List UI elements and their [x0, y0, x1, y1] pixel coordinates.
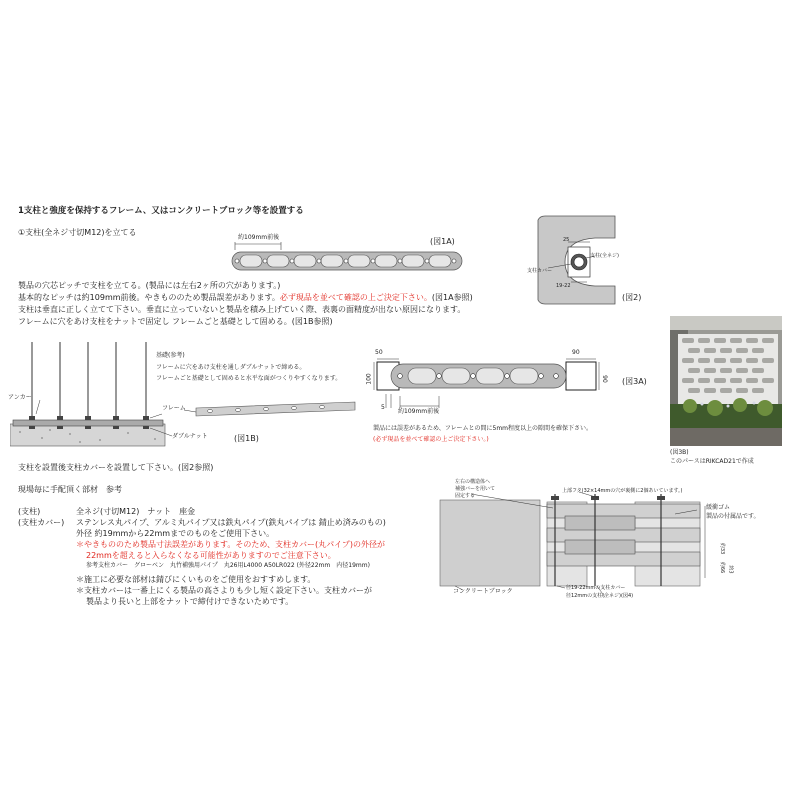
fig3a-note1: 製品には誤差があるため、フレームとの間に5mm程度以上の隙間を確保下さい。 [373, 425, 593, 432]
fig3a-note2: (必ず現品を並べて確認の上ご決定下さい。) [373, 436, 489, 443]
figure-2 [520, 212, 630, 308]
fig4-rubber-line2: 製品の付属品です。 [706, 513, 760, 520]
fig3b-label: (図3B) [670, 449, 689, 456]
parts-note3: 製品より長いと上部をナットで締付けできないためです。 [86, 597, 294, 606]
fig1b-anchor: アンカー [8, 394, 32, 401]
parts-cover-size: 外径 約19mmから22mmまでのものをご使用下さい。 [76, 529, 275, 538]
fig4-dim1: 約33 [719, 542, 726, 555]
fig1b-label: (図1B) [234, 434, 259, 443]
fig4-dim3: 約3 [727, 565, 734, 574]
fig3a-d90-top: 90 [572, 349, 580, 356]
fig3a-label: (図3A) [622, 377, 647, 386]
fig4-top-note: 上部フタ(32×14mmの穴が裏側に2個あいています。) [562, 488, 683, 494]
fig4-bolt: 径12mmの支柱(全ネジ)(図4) [566, 593, 634, 599]
parts-reference: 参考支柱カバー グローベン 丸竹補強用パイプ 丸26用L4000 A50LR022 (外径22mm 内径19mm) [86, 562, 370, 569]
fig4-cover: 径19-22mmの支柱カバー [566, 585, 626, 591]
fig1a-dimension: 約109mm前後 [238, 234, 280, 241]
fig1b-frame: フレーム [162, 405, 186, 412]
para1-line4: フレームに穴をあけ支柱をナットで固定し フレームごと基礎として固める。(図1B参照) [18, 317, 333, 326]
figure-1b [10, 338, 365, 448]
fig1a-label: (図1A) [430, 237, 455, 246]
fig4-left-line1: 左右の構造体へ [455, 479, 491, 485]
parts-title: 現場毎に手配頂く部材 参考 [18, 485, 122, 494]
fig3a-d90-side: 90 [600, 375, 608, 383]
fig1b-note-title: 基礎(参考) [156, 352, 185, 359]
fig2-dim-top: 25 [563, 237, 570, 243]
section-heading: 1支柱と強度を保持するフレーム、又はコンクリートブロック等を設置する [18, 206, 304, 216]
parts-cover-value: ステンレス丸パイプ、アルミ丸パイプ又は鉄丸パイプ(鉄丸パイプは 錆止め済みのもの) [76, 518, 386, 527]
parts-cover-label: (支柱カバー) [18, 518, 65, 527]
step1-title: ①支柱(全ネジ寸切M12)を立てる [18, 228, 137, 237]
para1-line2-c: (図1A参照) [431, 293, 473, 302]
fig3a-d100: 100 [365, 373, 373, 385]
fig1b-note-line2: フレームごと基礎として固めると水平な面がつくりやすくなります。 [156, 375, 342, 382]
parts-note1: ＊施工に必要な部材は錆びにくいものをご使用をおすすめします。 [76, 575, 316, 584]
fig3a-pitch: 約109mm前後 [398, 408, 440, 415]
fig2-leader-right: 支柱(全ネジ) [590, 253, 619, 259]
fig4-dim2: 約66 [719, 561, 726, 574]
fig2-leader-left: 支柱カバー [527, 268, 553, 274]
figure-3b-render [670, 316, 782, 446]
para1-line2-warning: 必ず現品を並べて確認の上ご決定下さい。 [279, 293, 432, 302]
fig2-dim-bottom: 19-22 [556, 283, 571, 289]
fig3b-caption: このパースはRIKCAD21で作成 [670, 458, 754, 465]
fig3a-d5: 5 [381, 404, 385, 411]
fig1b-note-line1: フレームに穴をあけ支柱を通しダブルナットで締める。 [156, 364, 306, 371]
parts-note2: ＊支柱カバーは一番上にくる製品の高さよりも少し短く設定下さい。支柱カバーが [76, 586, 372, 595]
para1-line1: 製品の穴芯ピッチで支柱を立てる。(製品には左右2ヶ所の穴があります。) [18, 281, 281, 290]
parts-pillar-label: (支柱) [18, 507, 41, 516]
fig4-block: コンクリートブロック [453, 588, 513, 595]
fig4-rubber-line1: 緩衝ゴム [706, 504, 731, 511]
fig3a-d50: 50 [375, 349, 383, 356]
fig1b-double-nut: ダブルナット [172, 433, 208, 440]
parts-pillar-value: 全ネジ(寸切M12) ナット 座金 [76, 507, 196, 516]
parts-warning-line2: 22mmを超えると入らなくなる可能性がありますのでご注意下さい。 [86, 551, 336, 560]
fig2-label: (図2) [622, 293, 642, 302]
para1-line2-a: 基本的なピッチは約109mm前後。やきもののため製品誤差があります。 [18, 293, 280, 302]
step2-text: 支柱を設置後支柱カバーを設置して下さい。(図2参照) [18, 463, 214, 472]
parts-warning-line1: ＊やきもののため製品寸法誤差があります。そのため、支柱カバー(丸パイプ)の外径が [76, 540, 386, 549]
para1-line2 [18, 292, 473, 303]
fig4-left-line2: 補強バーを用いて [455, 486, 496, 492]
para1-line3: 支柱は垂直に正しく立てて下さい。垂直に立っていないと製品を積み上げていく際、表裏の面精度が出ない原因になります。 [18, 305, 466, 314]
fig4-left-line3: 固定する [455, 493, 476, 499]
